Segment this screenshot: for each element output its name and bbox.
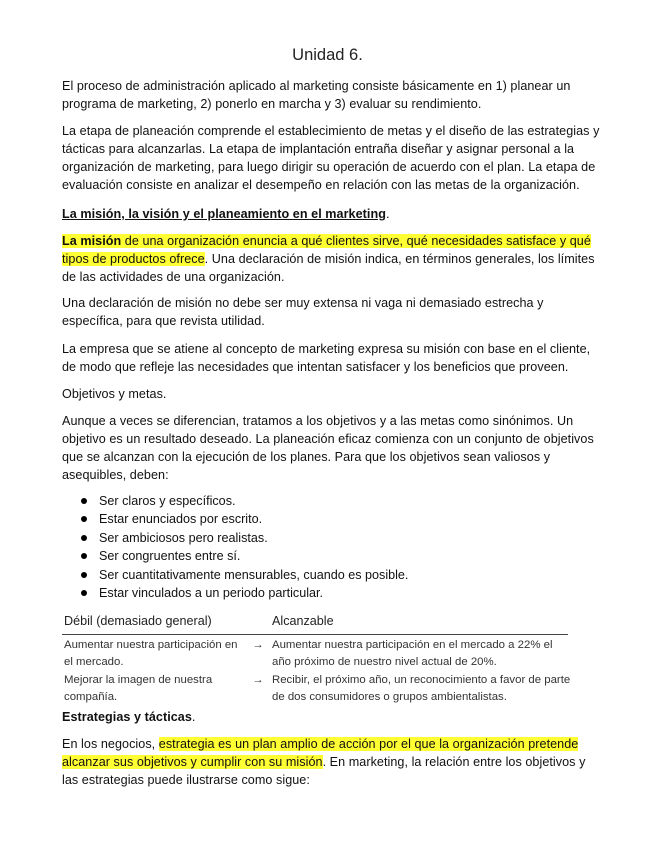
objective-criteria-list bbox=[62, 492, 408, 602]
bullet-icon bbox=[81, 498, 87, 504]
list-item: Ser congruentes entre sí. bbox=[62, 547, 408, 565]
achievable-objective-cell: Aumentar nuestra participación en el mercado a 22% el año próximo de nuestro nivel actual de 20%. bbox=[272, 639, 553, 668]
arrow-right-icon: → bbox=[252, 674, 264, 686]
weak-objective-cell: Aumentar nuestra participación en el mercado. bbox=[64, 639, 238, 668]
heading-estrategias bbox=[62, 708, 602, 726]
paragraph-mision-def bbox=[62, 232, 602, 286]
mision-highlight: de una organización enuncia a qué clientes sirve, qué necesidades satisface y qué tipos de productos ofrece bbox=[62, 234, 591, 266]
mision-rest: . Una declaración de misión indica, en términos generales, los límites de las actividades de una organización. bbox=[62, 252, 595, 284]
paragraph-objetivos: Aunque a veces se diferencian, tratamos a los objetivos y a las metas como sinónimos. Un objetivo es un resultado deseado. La planeación eficaz comienza con un conjunto de objetivos que se alcanzan con la ejecución de los planes. Para que los objetivos sean valiosos y asequibles, deben: bbox=[62, 414, 594, 482]
arrow-right-icon: → bbox=[252, 639, 264, 651]
estrategia-lead: En los negocios, bbox=[62, 737, 159, 751]
achievable-objective-cell: Recibir, el próximo año, un reconocimiento a favor de parte de dos consumidores o grupos ambientalistas. bbox=[272, 674, 571, 703]
bullet-icon bbox=[81, 516, 87, 522]
list-item: Ser claros y específicos. bbox=[62, 492, 408, 510]
list-item: Ser cuantitativamente mensurables, cuando es posible. bbox=[62, 566, 408, 584]
list-item: Estar vinculados a un periodo particular. bbox=[62, 584, 408, 602]
bullet-icon bbox=[81, 535, 87, 541]
weak-objective-cell: Mejorar la imagen de nuestra compañía. bbox=[64, 674, 213, 703]
heading-mision bbox=[62, 205, 602, 223]
paragraph-stages: La etapa de planeación comprende el establecimiento de metas y el diseño de las estrategias y tácticas para alcanzarlas. La etapa de implantación entraña diseñar y asignar personal a la organización de marketing, para luego dirigir su operación de acuerdo con el plan. La etapa de evaluación consiste en analizar el desempeño en relación con las metas de la organización. bbox=[62, 124, 600, 192]
list-item: Estar enunciados por escrito. bbox=[62, 510, 408, 528]
table-header-weak: Débil (demasiado general) bbox=[64, 614, 212, 628]
paragraph-estrategia bbox=[62, 735, 602, 789]
estrategia-rest: . En marketing, la relación entre los objetivos y las estrategias puede ilustrarse como sigue: bbox=[62, 755, 586, 787]
bullet-icon bbox=[81, 572, 87, 578]
estrategia-highlight: estrategia es un plan amplio de acción por el que la organización pretende alcanzar sus objetivos y cumplir con su misión bbox=[62, 737, 579, 769]
table-row bbox=[62, 637, 568, 672]
bullet-icon bbox=[81, 590, 87, 596]
mision-term: La misión bbox=[62, 234, 122, 248]
table-header bbox=[62, 612, 568, 635]
page-title: Unidad 6. bbox=[292, 46, 363, 64]
heading-estrategias-text: Estrategias y tácticas bbox=[62, 710, 192, 724]
heading-objetivos: Objetivos y metas. bbox=[62, 387, 167, 401]
bullet-icon bbox=[81, 553, 87, 559]
heading-mision-tail: . bbox=[385, 207, 390, 221]
paragraph-mision-customer: La empresa que se atiene al concepto de marketing expresa su misión con base en el cliente, de modo que refleje las necesidades que intentan satisfacer y los beneficios que proveen. bbox=[62, 342, 591, 374]
table-row bbox=[62, 672, 571, 707]
table-header-achievable: Alcanzable bbox=[272, 614, 334, 628]
paragraph-intro: El proceso de administración aplicado al marketing consiste básicamente en 1) planear un programa de marketing, 2) ponerlo en marcha y 3) evaluar su rendimiento. bbox=[62, 79, 571, 111]
paragraph-mision-length: Una declaración de misión no debe ser muy extensa ni vaga ni demasiado estrecha y específica, para que revista utilidad. bbox=[62, 296, 544, 328]
heading-mision-text: La misión, la visión y el planeamiento en el marketing bbox=[62, 207, 386, 221]
objectives-table bbox=[62, 612, 571, 707]
list-item: Ser ambiciosos pero realistas. bbox=[62, 529, 408, 547]
heading-estrategias-tail: . bbox=[191, 710, 196, 724]
